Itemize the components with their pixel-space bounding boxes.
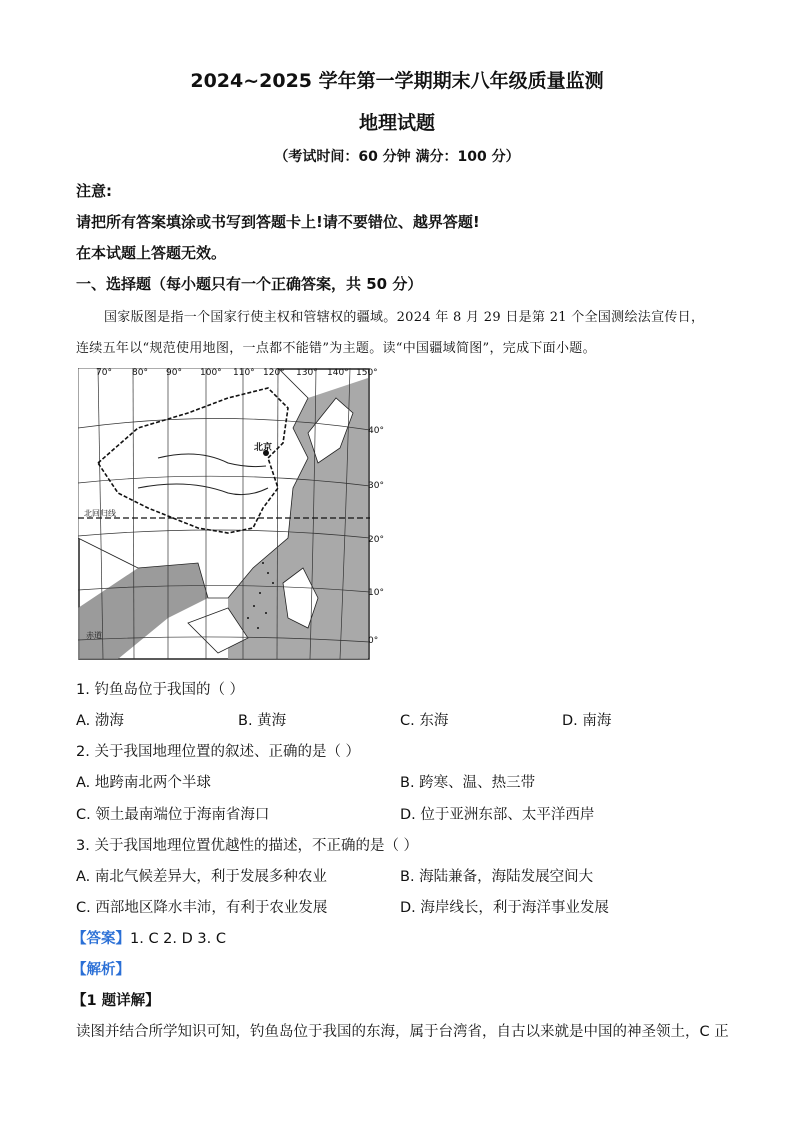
analysis-tag: 【解析】 xyxy=(72,962,130,978)
map-equator-label: 赤道 xyxy=(86,631,102,640)
exam-title: 2024~2025 学年第一学期期末八年级质量监测 xyxy=(190,70,604,92)
map-lon-70: 70° xyxy=(96,368,112,378)
question-1-stem: 1. 钓鱼岛位于我国的（ ） xyxy=(76,682,245,698)
q2-option-d: D. 位于亚洲东部、太平洋西岸 xyxy=(400,807,595,823)
q1-option-a: A. 渤海 xyxy=(76,713,124,729)
question-2-stem: 2. 关于我国地理位置的叙述、正确的是（ ） xyxy=(76,744,361,760)
question-3-stem: 3. 关于我国地理位置优越性的描述，不正确的是（ ） xyxy=(76,838,419,854)
map-beijing-label: 北京 xyxy=(254,443,273,453)
q3-option-c: C. 西部地区降水丰沛，有利于农业发展 xyxy=(76,900,328,916)
answer-tag: 【答案】 xyxy=(72,931,130,947)
china-territory-map xyxy=(78,368,370,660)
q1-option-d: D. 南海 xyxy=(562,713,612,729)
map-lon-130: 130° xyxy=(296,368,318,378)
subject-title: 地理试题 xyxy=(358,112,435,134)
map-lat-10: 10° xyxy=(368,588,384,598)
answer-values: 1. C 2. D 3. C xyxy=(130,931,226,947)
map-lon-140: 140° xyxy=(327,368,349,378)
detail-text: 读图并结合所学知识可知，钓鱼岛位于我国的东海，属于台湾省，自古以来就是中国的神圣领土，C 正 xyxy=(76,1024,729,1040)
q3-option-b: B. 海陆兼备，海陆发展空间大 xyxy=(400,869,594,885)
q3-option-d: D. 海岸线长，利于海洋事业发展 xyxy=(400,900,609,916)
answer-line xyxy=(72,927,226,948)
q1-option-b: B. 黄海 xyxy=(238,713,287,729)
notice-label: 注意: xyxy=(76,182,112,200)
intro-line-1: 国家版图是指一个国家行使主权和管辖权的疆域。2024 年 8 月 29 日是第 21 个全国测绘法宣传日， xyxy=(104,310,705,325)
intro-line-2: 连续五年以“规范使用地图，一点都不能错”为主题。读“中国疆域简图”，完成下面小题。 xyxy=(76,341,596,356)
map-lon-120: 120° xyxy=(263,368,285,378)
map-lon-150: 150° xyxy=(356,368,378,378)
q2-option-b: B. 跨寒、温、热三带 xyxy=(400,775,536,791)
q3-option-a: A. 南北气候差异大，利于发展多种农业 xyxy=(76,869,327,885)
notice-line-1: 请把所有答案填涂或书写到答题卡上!请不要错位、越界答题! xyxy=(76,213,480,231)
map-lat-40: 40° xyxy=(368,426,384,436)
map-lon-90: 90° xyxy=(166,368,182,378)
detail-tag: 【1 题详解】 xyxy=(72,993,160,1009)
q2-option-c: C. 领土最南端位于海南省海口 xyxy=(76,807,270,823)
map-lon-80: 80° xyxy=(132,368,148,378)
map-lon-100: 100° xyxy=(200,368,222,378)
map-lon-110: 110° xyxy=(233,368,255,378)
map-lat-30: 30° xyxy=(368,481,384,491)
notice-line-2: 在本试题上答题无效。 xyxy=(76,244,227,262)
map-lat-20: 20° xyxy=(368,535,384,545)
q2-option-a: A. 地跨南北两个半球 xyxy=(76,775,211,791)
q1-option-c: C. 东海 xyxy=(400,713,449,729)
map-tropic-label: 北回归线 xyxy=(84,509,116,518)
section-heading: 一、选择题（每小题只有一个正确答案，共 50 分） xyxy=(76,275,423,293)
map-lat-0: 0° xyxy=(368,636,379,646)
exam-info: （考试时间：60 分钟 满分：100 分） xyxy=(274,149,520,165)
